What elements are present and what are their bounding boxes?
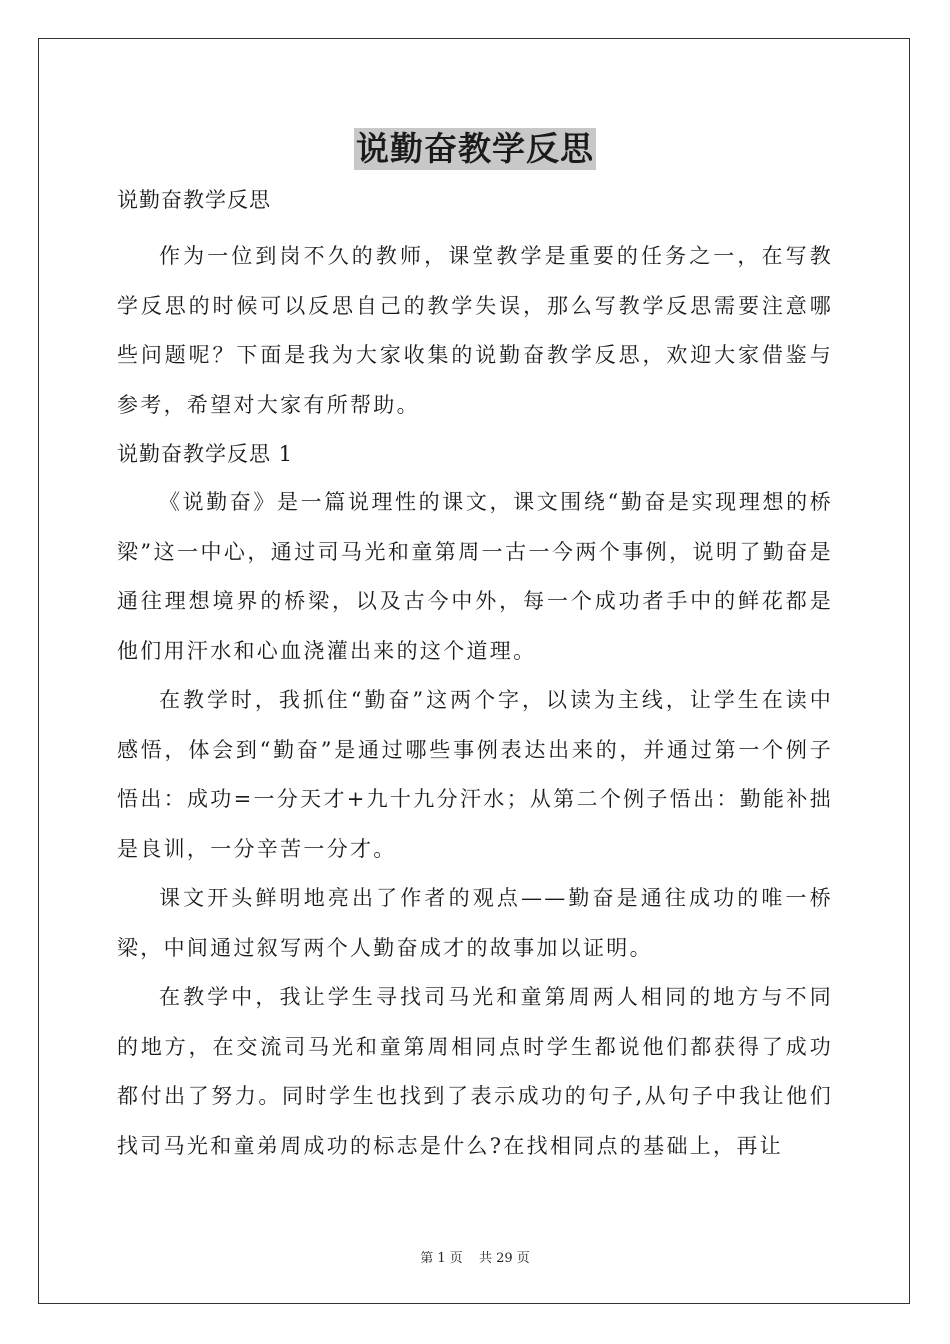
document-body (117, 180, 833, 1171)
document-title-text: 说勤奋教学反思 (356, 129, 594, 168)
page-total: 共 29 页 (478, 1251, 530, 1266)
body-paragraph-2: 在教学时，我抓住“勤奋”这两个字，以读为主线，让学生在读中感悟，体会到“勤奋”是通过哪些事例表达出来的，并通过第一个例子悟出：成功=一分天才+九十九分汗水；从第二个例子悟出：勤能补拙是良训，一分辛苦一分才。 (117, 688, 833, 861)
section-heading: 说勤奋教学反思 1 (117, 442, 294, 466)
body-paragraph-4: 在教学中，我让学生寻找司马光和童第周两人相同的地方与不同的地方，在交流司马光和童第周相同点时学生都说他们都获得了成功都付出了努力。同时学生也找到了表示成功的句子,从句子中我让他们找司马光和童弟周成功的标志是什么?在找相同点的基础上，再让 (117, 985, 833, 1158)
intro-paragraph: 作为一位到岗不久的教师，课堂教学是重要的任务之一，在写教学反思的时候可以反思自己的教学失误，那么写教学反思需要注意哪些问题呢？下面是我为大家收集的说勤奋教学反思，欢迎大家借鉴与参考，希望对大家有所帮助。 (117, 244, 833, 417)
page-number: 第 1 页 (420, 1251, 463, 1266)
document-title (0, 128, 950, 170)
body-paragraph-1: 《说勤奋》是一篇说理性的课文，课文围绕“勤奋是实现理想的桥梁”这一中心，通过司马光和童第周一古一今两个事例，说明了勤奋是通往理想境界的桥梁，以及古今中外，每一个成功者手中的鲜花都是他们用汗水和心血浇灌出来的这个道理。 (117, 490, 833, 663)
document-subtitle: 说勤奋教学反思 (117, 188, 271, 212)
body-paragraph-3: 课文开头鲜明地亮出了作者的观点——勤奋是通往成功的唯一桥梁，中间通过叙写两个人勤奋成才的故事加以证明。 (117, 886, 833, 960)
page-footer (0, 1247, 950, 1266)
